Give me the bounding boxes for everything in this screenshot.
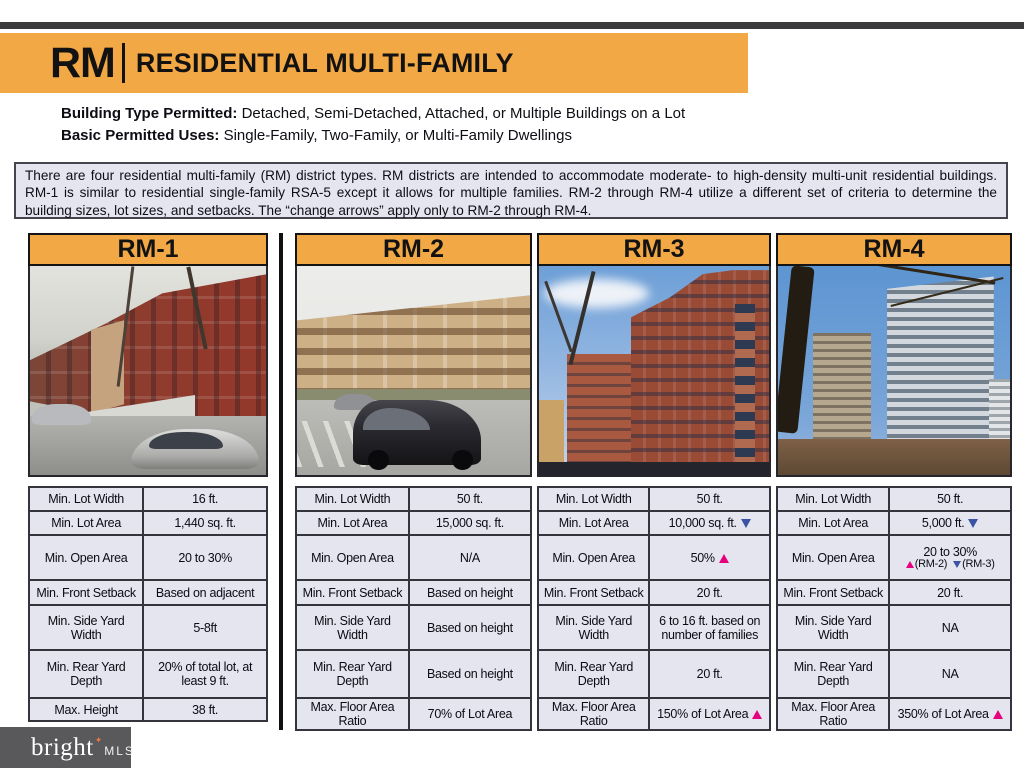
spec-value: 10,000 sq. ft. [649,511,770,535]
spec-label: Min. Front Setback [296,580,409,605]
spec-table-rm4 [776,486,1012,731]
table-row [29,650,267,698]
spec-value: 38 ft. [143,698,267,721]
permitted-summary [61,103,685,147]
spec-label: Min. Front Setback [538,580,649,605]
spec-value: 50 ft. [649,487,770,511]
spec-label: Max. Floor Area Ratio [538,698,649,730]
spec-value: Based on adjacent [143,580,267,605]
district-photo-rowhouses [28,266,268,477]
spec-label: Min. Rear Yard Depth [538,650,649,698]
table-row [538,580,770,605]
top-divider-bar [0,22,1024,29]
apartment-building [297,295,530,400]
spec-label: Max. Floor Area Ratio [296,698,409,730]
table-row [538,698,770,730]
spec-value: Based on height [409,580,531,605]
building-type-label: Building Type Permitted: [61,105,238,122]
spec-label: Min. Front Setback [29,580,143,605]
district-heading: RM-3 [537,233,771,266]
spec-value: 20% of total lot, at least 9 ft. [143,650,267,698]
spec-value: NA [889,605,1011,650]
park-trees [778,439,1010,475]
table-row [538,605,770,650]
spec-label: Min. Lot Area [538,511,649,535]
spec-label: Max. Floor Area Ratio [777,698,889,730]
spec-value: 50 ft. [889,487,1011,511]
street-cars [539,462,769,475]
spec-label: Min. Open Area [296,535,409,580]
table-row [777,580,1011,605]
spec-label: Min. Lot Area [29,511,143,535]
basic-uses-label: Basic Permitted Uses: [61,127,220,144]
spec-label: Min. Lot Width [538,487,649,511]
tree-trunk [776,266,814,434]
spec-label: Min. Lot Area [296,511,409,535]
open-area-change-refs: (RM-2) (RM-3) [893,558,1007,570]
balconies [735,304,756,467]
mid-tower [813,333,871,454]
district-card-rm2 [295,233,532,731]
far-building [539,400,564,467]
district-code: RM [50,38,115,87]
district-card-rm4 [776,233,1012,731]
spec-value: 50 ft. [409,487,531,511]
basic-uses-value: Single-Family, Two-Family, or Multi-Family Dwellings [223,127,572,144]
district-card-rm1 [28,233,268,722]
increase-arrow-icon [993,710,1003,719]
district-heading: RM-2 [295,233,532,266]
table-row [777,698,1011,730]
spec-label: Min. Lot Width [296,487,409,511]
spec-value: 6 to 16 ft. based on number of families [649,605,770,650]
spec-label: Min. Open Area [29,535,143,580]
spec-value: 70% of Lot Area [409,698,531,730]
spec-label: Min. Rear Yard Depth [777,650,889,698]
brightmls-logo-suffix: MLS [104,743,135,758]
table-row [777,535,1011,580]
black-minivan [353,400,481,465]
table-row [296,535,531,580]
column-divider [279,233,283,730]
spec-value: 5,000 ft. [889,511,1011,535]
parked-car [32,404,91,425]
spec-value: 20 to 30% [143,535,267,580]
table-row [296,511,531,535]
spec-label: Min. Lot Width [29,487,143,511]
spec-value: Based on height [409,650,531,698]
spec-value: 16 ft. [143,487,267,511]
district-heading: RM-4 [776,233,1012,266]
table-row [29,698,267,721]
spec-value: NA [889,650,1011,698]
table-row [777,511,1011,535]
spec-value [889,535,1011,580]
brightmls-logo: bright [31,733,94,761]
spec-label: Min. Open Area [538,535,649,580]
table-row [29,580,267,605]
spec-label: Min. Front Setback [777,580,889,605]
spec-table-rm2 [295,486,532,731]
table-row [777,650,1011,698]
spec-label: Min. Side Yard Width [296,605,409,650]
district-photo-lowrise [295,266,532,477]
table-row [538,511,770,535]
spec-value: Based on height [409,605,531,650]
spec-value: 50% [649,535,770,580]
table-row [296,650,531,698]
district-heading: RM-1 [28,233,268,266]
district-photo-towers [776,266,1012,477]
spec-value: N/A [409,535,531,580]
table-row [296,698,531,730]
spec-value: 20 ft. [649,650,770,698]
spec-label: Max. Height [29,698,143,721]
table-row [538,650,770,698]
table-row [29,605,267,650]
table-row [777,487,1011,511]
increase-arrow-icon [719,554,729,563]
table-row [538,487,770,511]
spec-label: Min. Rear Yard Depth [29,650,143,698]
intro-paragraph: There are four residential multi-family (RM) district types. RM districts are intended to accommodate moderate- to high-density multi-unit residential buildings. RM-1 is similar to residential single-family RSA-5 except it allows for multiple families. RM-2 through RM-4 utilize a different set of criteria to determine the building sizes, lot sizes, and setbacks. The “change arrows” apply only to RM-2 through RM-4. [14,162,1008,219]
decrease-arrow-icon [968,519,978,528]
decrease-arrow-icon [953,561,961,568]
spec-label: Min. Lot Area [777,511,889,535]
spec-value: 5-8ft [143,605,267,650]
cloud [544,279,650,308]
table-row [29,487,267,511]
spec-table-rm3 [537,486,771,731]
table-row [538,535,770,580]
decrease-arrow-icon [741,519,751,528]
basic-uses-line [61,125,685,147]
spec-label: Min. Side Yard Width [538,605,649,650]
spec-table-rm1 [28,486,268,722]
spec-value: 20 ft. [889,580,1011,605]
spec-label: Min. Side Yard Width [777,605,889,650]
star-icon: ✦ [94,735,103,745]
spec-value: 1,440 sq. ft. [143,511,267,535]
table-row [777,605,1011,650]
building-type-value: Detached, Semi-Detached, Attached, or Multiple Buildings on a Lot [241,105,686,122]
open-area-range: 20 to 30% [923,545,977,559]
spec-label: Min. Lot Width [777,487,889,511]
page-title: RESIDENTIAL MULTI-FAMILY [135,47,514,78]
banner-separator [122,43,125,83]
brightmls-watermark [0,727,135,768]
header-banner [0,33,748,93]
district-photo-highrise [537,266,771,477]
table-row [29,511,267,535]
spec-value: 350% of Lot Area [889,698,1011,730]
spec-label: Min. Open Area [777,535,889,580]
spec-value: 20 ft. [649,580,770,605]
table-row [29,535,267,580]
table-row [296,580,531,605]
spec-label: Min. Rear Yard Depth [296,650,409,698]
table-row [296,487,531,511]
spec-value: 150% of Lot Area [649,698,770,730]
increase-arrow-icon [752,710,762,719]
spec-value: 15,000 sq. ft. [409,511,531,535]
building-type-line [61,103,685,125]
spec-label: Min. Side Yard Width [29,605,143,650]
increase-arrow-icon [906,561,914,568]
district-card-rm3 [537,233,771,731]
table-row [296,605,531,650]
